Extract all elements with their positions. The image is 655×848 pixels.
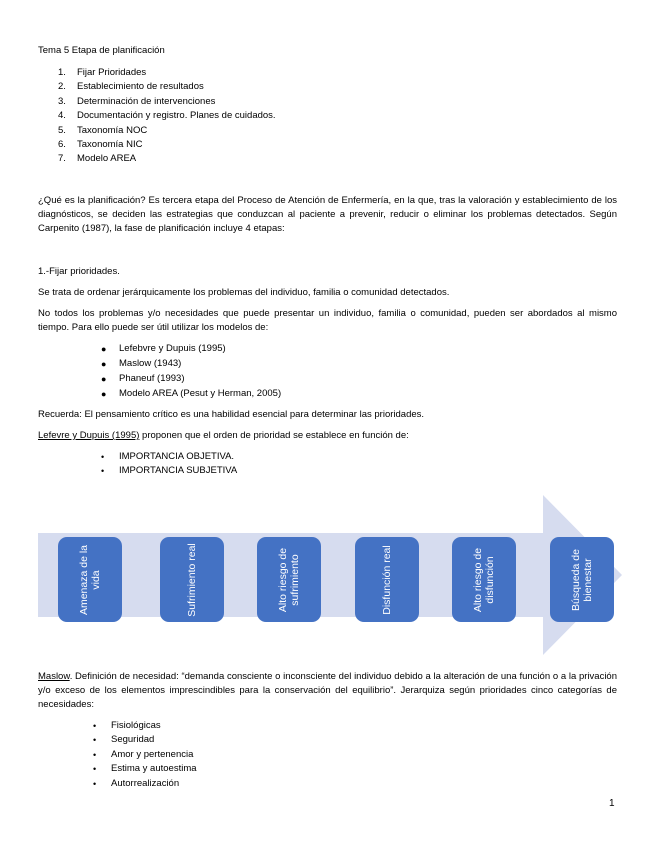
list-item: Lefebvre y Dupuis (1995) [119,343,226,354]
toc-number: 3. [58,96,66,107]
section-heading: 1.-Fijar prioridades. [38,266,120,277]
maslow-paragraph [38,670,617,712]
bullet-dot: ● [101,374,107,384]
list-item: Amor y pertenencia [111,749,194,760]
list-item: Estima y autoestima [111,763,197,774]
bullet-dot: ● [101,389,107,399]
toc-item: Modelo AREA [77,153,137,164]
toc-number: 4. [58,110,66,121]
toc-number: 7. [58,153,66,164]
toc-item: Determinación de intervenciones [77,96,216,107]
bullet-dot: • [93,779,97,789]
page-number: 1 [609,798,615,809]
section-paragraph: No todos los problemas y/o necesidades que puede presentar un individuo, familia o comunidad, pueden ser abordados al mismo tiempo. Para ello puede ser útil utilizar los modelos de: [38,308,617,333]
priority-box [355,537,419,622]
toc-number: 2. [58,81,66,92]
priority-box [550,537,614,622]
list-item: Phaneuf (1993) [119,373,185,384]
toc-item: Fijar Prioridades [77,67,147,78]
toc-item: Taxonomía NIC [77,139,143,150]
bullet-dot: • [93,721,97,731]
bullet-dot: • [93,750,97,760]
list-item: Fisiológicas [111,720,161,731]
list-item: IMPORTANCIA OBJETIVA. [119,451,235,462]
toc-item: Documentación y registro. Planes de cuidados. [77,110,276,121]
priority-box [452,537,516,622]
list-item: Seguridad [111,734,155,745]
bullet-dot: ● [101,359,107,369]
list-item: Autorrealización [111,778,180,789]
toc-item: Taxonomía NOC [77,125,148,136]
priority-box-label: Alto riesgo de sufrimiento [277,547,301,612]
bullet-dot: ● [101,344,107,354]
toc-number: 5. [58,125,66,136]
list-item: IMPORTANCIA SUBJETIVA [119,465,238,476]
priority-box [160,537,224,622]
page-title: Tema 5 Etapa de planificación [38,45,165,56]
priority-box [257,537,321,622]
priority-box-label: Disfunción real [381,544,393,615]
toc-number: 1. [58,67,66,78]
bullet-dot: • [101,466,105,476]
toc-item: Establecimiento de resultados [77,81,204,92]
section-paragraph: Se trata de ordenar jerárquicamente los problemas del individuo, familia o comunidad detectados. [38,287,450,298]
priority-box-label: Amenaza de la vida [78,544,102,615]
reminder-text: Recuerda: El pensamiento crítico es una habilidad esencial para determinar las prioridades. [38,409,425,420]
intro-paragraph: ¿Qué es la planificación? Es tercera etapa del Proceso de Atención de Enfermería, en la que, tras la valoración y establecimiento de los diagnósticos, se deciden las estrategias que conduzcan al paciente a prevenir, reducir o eliminar los problemas detectados. Según Carpenito (1987), la fase de planificación incluye 4 etapas: [38,195,617,234]
priority-box-label: Alto riesgo de disfunción [472,547,496,612]
bullet-dot: • [101,452,105,462]
priority-box-label: Búsqueda de bienestar [570,548,594,611]
lefevre-text: proponen que el orden de prioridad se establece en función de: [139,430,409,441]
lefevre-reference: Lefevre y Dupuis (1995) [38,430,140,441]
bullet-dot: • [93,735,97,745]
list-item: Modelo AREA (Pesut y Herman, 2005) [119,388,282,399]
priority-box [58,537,122,622]
arrow-polygon [38,495,622,655]
bullet-dot: • [93,764,97,774]
toc-number: 6. [58,139,66,150]
maslow-reference: Maslow [38,671,70,682]
list-item: Maslow (1943) [119,358,182,369]
maslow-text: . Definición de necesidad: “demanda consciente o inconsciente del individuo debido a la alteración de una función o a la privación y/o exceso de los elementos imprescindibles para la conservación del equilibrio”. Jerarquiza según prioridades cinco categorías de necesidades: [38,671,617,710]
priority-box-label: Sufrimiento real [186,542,198,617]
